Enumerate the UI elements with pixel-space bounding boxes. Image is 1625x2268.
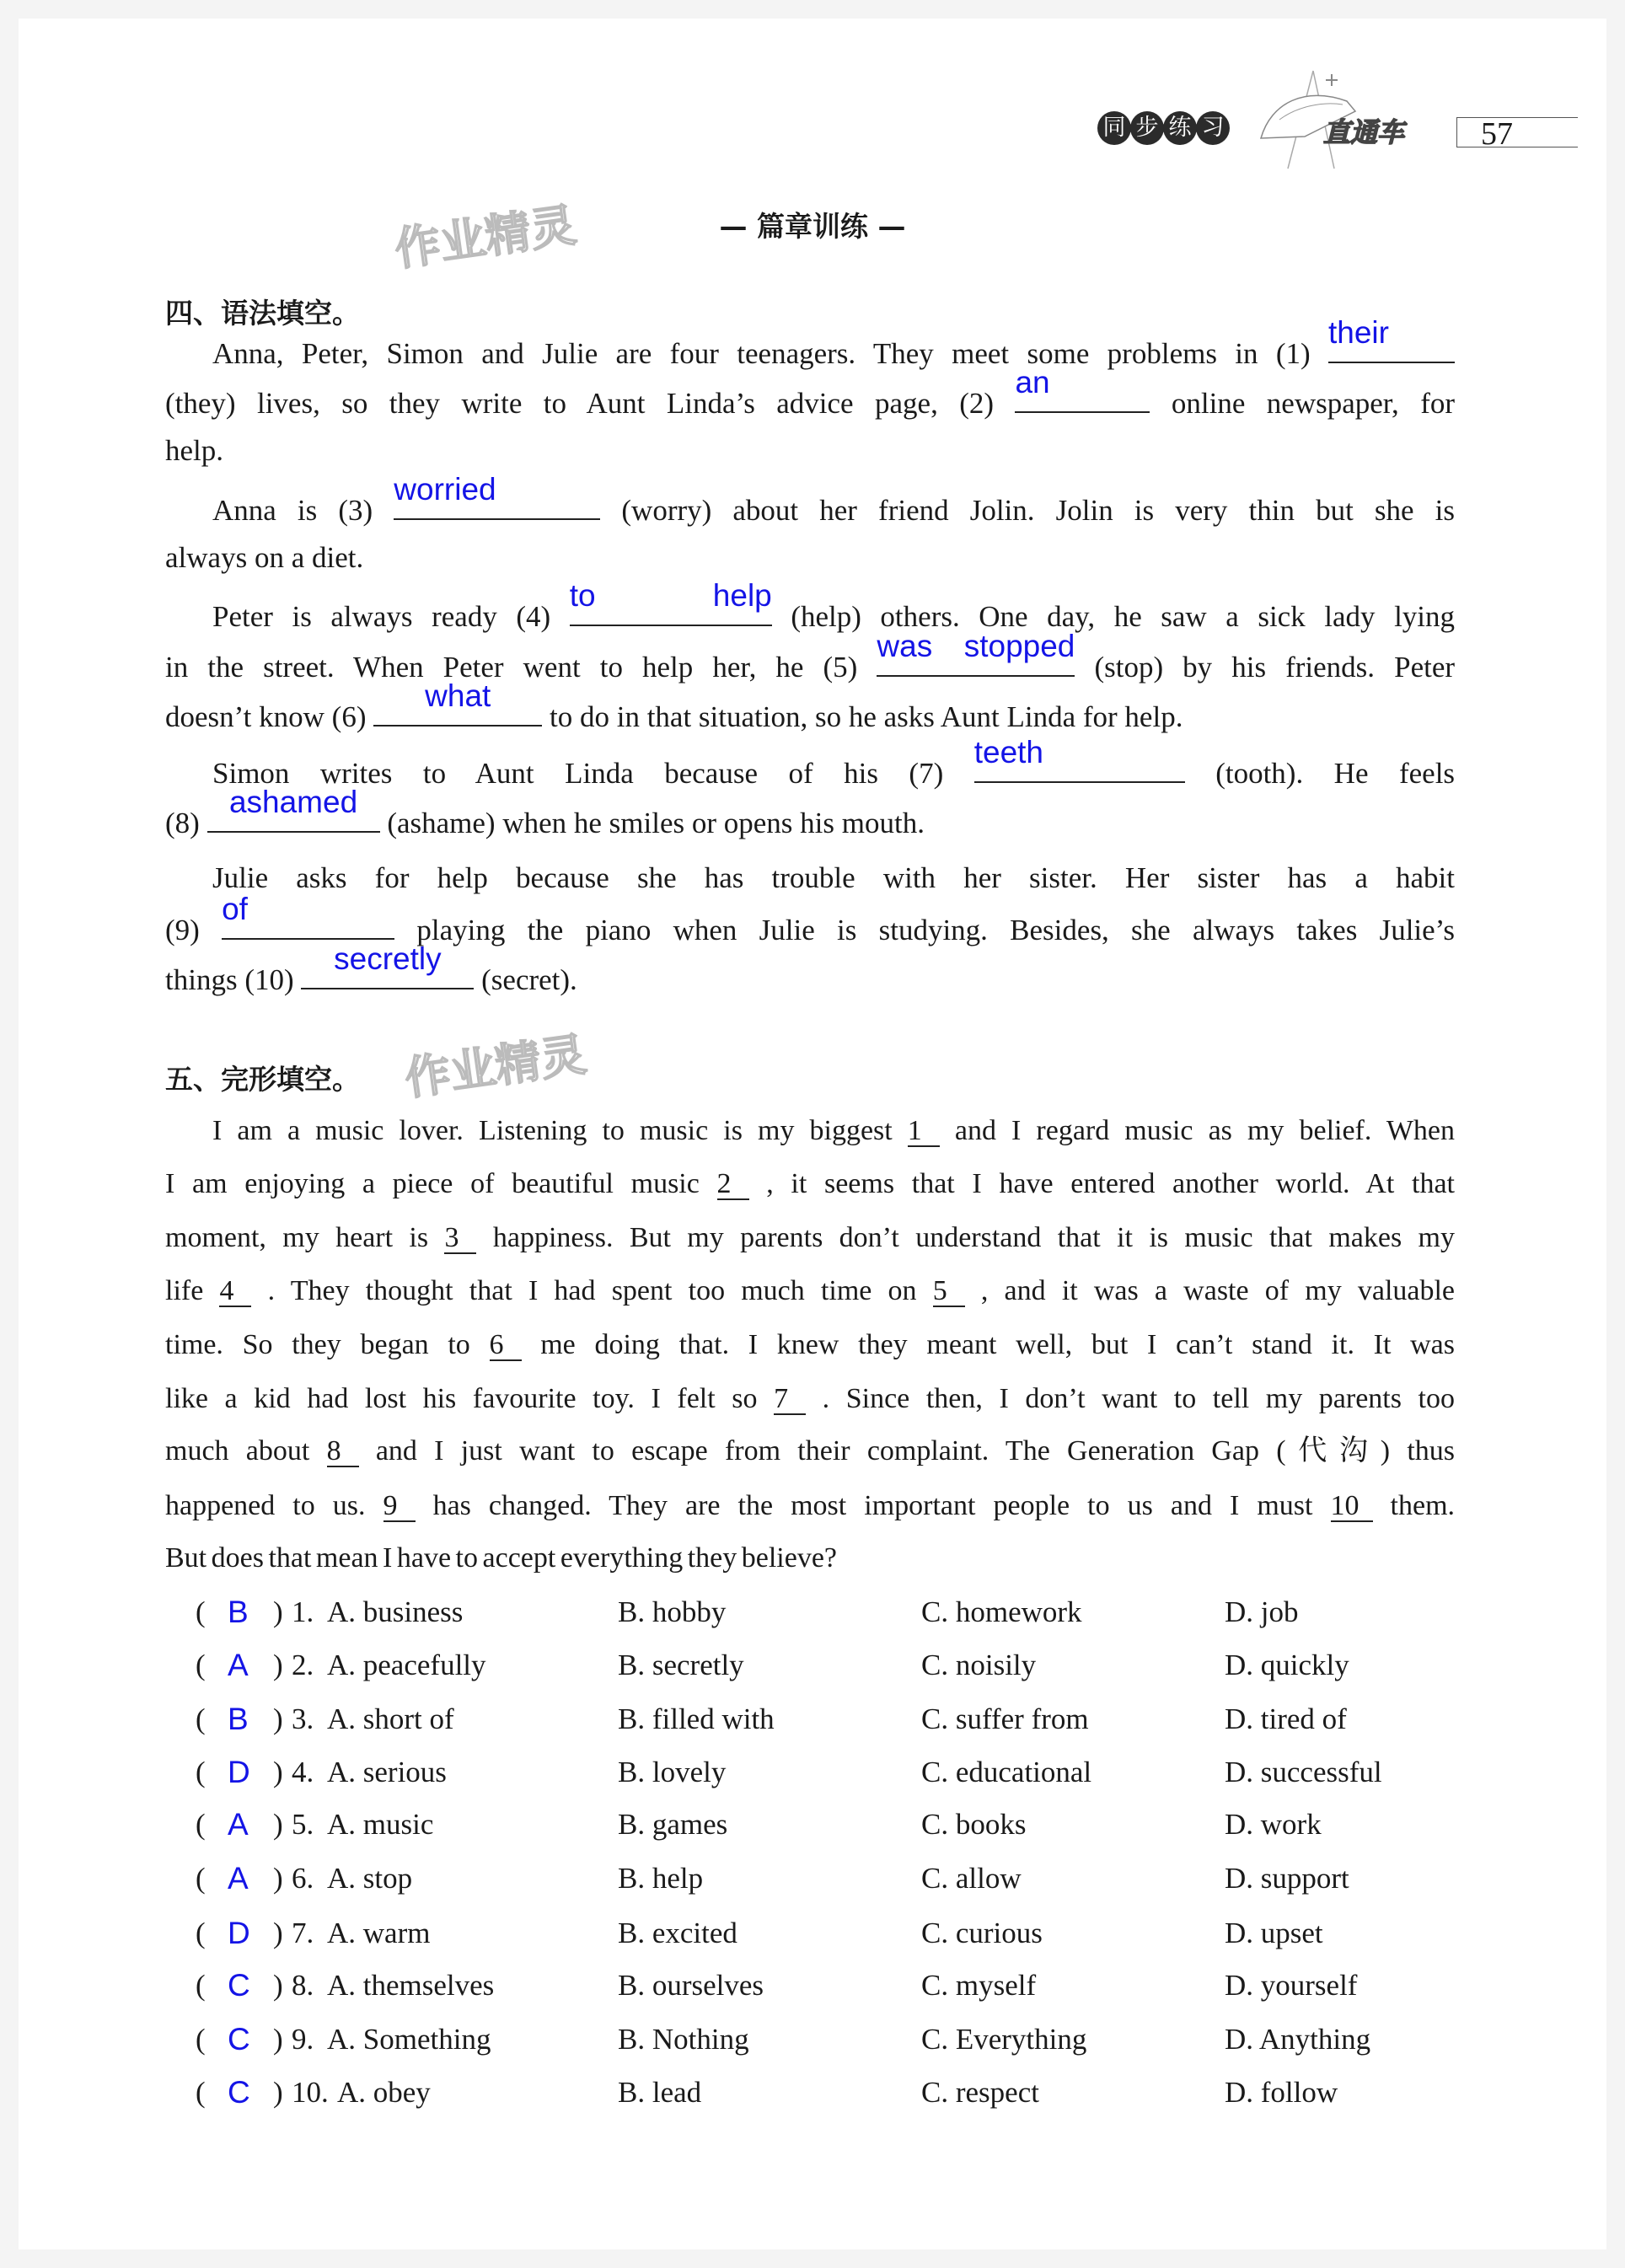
- option-c[interactable]: C. suffer from: [921, 1702, 1089, 1735]
- passage-text: and I regard music as my belief. When: [954, 1115, 1456, 1146]
- answer-choice[interactable]: D: [228, 1755, 250, 1789]
- option-d[interactable]: D. tired of: [1225, 1702, 1347, 1735]
- option-c[interactable]: C. Everything: [921, 2023, 1087, 2056]
- passage-line: [165, 1540, 1455, 1577]
- passage-text: me doing that. I knew they meant well, but I can’t stand it. It was: [540, 1329, 1455, 1360]
- paren-open: (: [196, 2076, 206, 2109]
- answer-choice[interactable]: A: [228, 1807, 249, 1842]
- paren-open: (: [196, 2023, 206, 2056]
- option-b[interactable]: B. lead: [618, 2076, 702, 2109]
- paren-close: ): [273, 1595, 283, 1628]
- passage-line: [165, 1220, 1455, 1257]
- paren-open: (: [196, 1969, 206, 2002]
- passage-line: [165, 1273, 1455, 1310]
- option-c[interactable]: C. respect: [921, 2076, 1039, 2109]
- answer-blank[interactable]: [301, 941, 474, 989]
- passage-line: [165, 678, 1455, 736]
- passage-line: [165, 785, 1455, 842]
- filled-answer: teeth: [973, 735, 1044, 769]
- question-number: 2.: [292, 1649, 314, 1681]
- passage-text: , it seems that I have entered another world. At that: [766, 1168, 1455, 1199]
- option-a[interactable]: A. peacefully: [327, 1649, 486, 1681]
- page-number: 57: [1456, 117, 1578, 147]
- passage-line: [165, 1488, 1455, 1525]
- answer-choice[interactable]: C: [228, 2075, 250, 2110]
- option-c[interactable]: C. curious: [921, 1917, 1043, 1949]
- passage-line: [212, 315, 1455, 373]
- passage-line: [165, 365, 1456, 422]
- badge-char: 习: [1196, 111, 1230, 145]
- option-b[interactable]: B. Nothing: [618, 2023, 749, 2056]
- option-d[interactable]: D. support: [1225, 1862, 1349, 1895]
- answer-blank[interactable]: [373, 678, 542, 727]
- option-a[interactable]: A. obey: [337, 2076, 431, 2109]
- passage-line: [165, 539, 1455, 576]
- blank-number: 7: [774, 1385, 806, 1415]
- passage-line: [212, 1113, 1455, 1150]
- logo-text: 直通车: [1323, 116, 1405, 148]
- passage-text: much about: [165, 1435, 327, 1466]
- blank-number: 10: [1331, 1492, 1373, 1522]
- filled-answer: to help: [569, 578, 772, 613]
- answer-blank[interactable]: [394, 472, 600, 520]
- passage-line: [212, 578, 1456, 635]
- question-number: 10.: [292, 2076, 329, 2109]
- passage-text: (ashame) when he smiles or opens his mouth.: [387, 807, 925, 839]
- paren-close: ): [273, 2076, 283, 2109]
- option-a[interactable]: A. warm: [327, 1917, 431, 1949]
- option-a[interactable]: A. business: [327, 1595, 464, 1628]
- option-d[interactable]: D. work: [1225, 1808, 1322, 1841]
- passage-text: (they) lives, so they write to Aunt Linda’s advice page, (2): [165, 387, 995, 420]
- passage-text: (9): [165, 914, 200, 946]
- passage-text: always on a diet.: [165, 541, 364, 574]
- passage-text: online newspaper, for: [1171, 387, 1456, 420]
- passage-text: But does that mean I have to accept everything they believe?: [165, 1542, 838, 1574]
- question-number: 7.: [292, 1917, 314, 1949]
- passage-text: like a kid had lost his favourite toy. I felt so: [165, 1383, 775, 1414]
- blank-number: 3: [444, 1224, 476, 1254]
- option-d[interactable]: D. yourself: [1225, 1969, 1358, 2002]
- option-c[interactable]: C. homework: [921, 1595, 1082, 1628]
- option-d[interactable]: D. follow: [1225, 2076, 1338, 2109]
- watermark: 作业精灵: [401, 1027, 590, 1106]
- option-b[interactable]: B. games: [618, 1808, 728, 1841]
- option-d[interactable]: D. Anything: [1225, 2023, 1371, 2056]
- passage-line: [212, 472, 1456, 529]
- passage-line: [165, 1166, 1455, 1203]
- badge-char: 步: [1130, 111, 1164, 145]
- question-number: 3.: [292, 1702, 314, 1735]
- blank-number: 2: [717, 1170, 749, 1200]
- option-b[interactable]: B. filled with: [618, 1702, 775, 1735]
- passage-line: [165, 1327, 1455, 1364]
- option-d[interactable]: D. quickly: [1225, 1649, 1349, 1681]
- passage-text: (worry) about her friend Jolin. Jolin is very thin but she is: [621, 494, 1456, 527]
- answer-choice[interactable]: B: [228, 1702, 249, 1736]
- passage-text: (help) others. One day, he saw a sick lady lying: [791, 600, 1456, 633]
- answer-blank[interactable]: [207, 785, 380, 833]
- answer-choice[interactable]: A: [228, 1648, 249, 1682]
- option-a[interactable]: A. themselves: [327, 1969, 495, 2002]
- passage-text: Julie asks for help because she has trouble with her sister. Her sister has a habit: [212, 861, 1455, 894]
- option-a[interactable]: A. stop: [327, 1862, 413, 1895]
- paren-open: (: [196, 1649, 206, 1681]
- paren-close: ): [273, 1649, 283, 1681]
- filled-answer: secretly: [334, 941, 442, 976]
- passage-line: [212, 860, 1455, 897]
- filled-answer: ashamed: [228, 785, 358, 819]
- passage-line: [165, 432, 1455, 469]
- paren-open: (: [196, 1595, 206, 1628]
- option-c[interactable]: C. noisily: [921, 1649, 1037, 1681]
- option-a[interactable]: A. short of: [327, 1702, 454, 1735]
- option-c[interactable]: C. educational: [921, 1756, 1092, 1788]
- option-c[interactable]: C. allow: [921, 1862, 1022, 1895]
- answer-blank[interactable]: [1015, 365, 1150, 413]
- blank-number: 9: [383, 1492, 416, 1522]
- passage-line: [165, 1433, 1455, 1470]
- option-b[interactable]: B. excited: [618, 1917, 737, 1949]
- paren-close: ): [273, 1702, 283, 1735]
- passage-text: I am enjoying a piece of beautiful music: [165, 1168, 717, 1199]
- option-b[interactable]: B. lovely: [618, 1756, 727, 1788]
- filled-answer: was stopped: [877, 629, 1075, 663]
- passage-text: happiness. But my parents don’t understand that it is music that makes my: [492, 1222, 1455, 1253]
- passage-text: Peter is always ready (4): [212, 600, 551, 633]
- option-a[interactable]: A. serious: [327, 1756, 447, 1788]
- passage-text: to do in that situation, so he asks Aunt Linda for help.: [550, 700, 1183, 733]
- blank-number: 5: [933, 1277, 965, 1307]
- option-d[interactable]: D. upset: [1225, 1917, 1323, 1949]
- passage-text: life: [165, 1275, 220, 1306]
- option-c[interactable]: C. books: [921, 1808, 1027, 1841]
- option-c[interactable]: C. myself: [921, 1969, 1037, 2002]
- passage-text: (secret).: [481, 963, 577, 996]
- question-number: 9.: [292, 2023, 314, 2056]
- passage-text: time. So they began to: [165, 1329, 490, 1360]
- answer-choice[interactable]: D: [228, 1916, 250, 1950]
- passage-text: Anna, Peter, Simon and Julie are four teenagers. They meet some problems in (1): [212, 337, 1311, 370]
- option-b[interactable]: B. hobby: [618, 1595, 727, 1628]
- option-a[interactable]: A. Something: [327, 2023, 491, 2056]
- paren-close: ): [273, 1756, 283, 1788]
- chapter-title: — 篇章训练 —: [719, 210, 906, 243]
- option-a[interactable]: A. music: [327, 1808, 434, 1841]
- option-b[interactable]: B. help: [618, 1862, 704, 1895]
- passage-text: moment, my heart is: [165, 1222, 445, 1253]
- passage-text: Simon writes to Aunt Linda because of his (7): [212, 757, 944, 790]
- passage-line: [212, 735, 1456, 792]
- question-number: 8.: [292, 1969, 314, 2002]
- passage-text: them.: [1390, 1490, 1456, 1521]
- option-d[interactable]: D. successful: [1225, 1756, 1382, 1788]
- option-d[interactable]: D. job: [1225, 1595, 1299, 1628]
- passage-text: , and it was a waste of my valuable: [980, 1275, 1456, 1306]
- paren-open: (: [196, 1917, 206, 1949]
- paren-open: (: [196, 1756, 206, 1788]
- passage-line: [165, 629, 1456, 686]
- sync-practice-badge: [1097, 111, 1229, 145]
- question-number: 5.: [292, 1808, 314, 1841]
- option-b[interactable]: B. secretly: [618, 1649, 744, 1681]
- filled-answer: worried: [394, 472, 496, 507]
- answer-blank[interactable]: [222, 892, 394, 940]
- paren-close: ): [273, 1917, 283, 1949]
- paren-open: (: [196, 1702, 206, 1735]
- passage-line: [165, 941, 1455, 999]
- answer-blank[interactable]: [973, 735, 1185, 783]
- option-b[interactable]: B. ourselves: [618, 1969, 764, 2002]
- answer-blank[interactable]: [569, 578, 772, 626]
- answer-choice[interactable]: B: [228, 1595, 249, 1629]
- paren-open: (: [196, 1862, 206, 1895]
- answer-choice[interactable]: C: [228, 2022, 250, 2056]
- train-logo: [1254, 69, 1423, 170]
- answer-blank[interactable]: [877, 629, 1075, 677]
- question-number: 4.: [292, 1756, 314, 1788]
- passage-text: has changed. They are the most important people to us and I must: [432, 1490, 1331, 1521]
- watermark: 作业精灵: [391, 198, 580, 276]
- passage-text: and I just want to escape from their complaint. The Generation Gap (代沟) thus: [375, 1435, 1455, 1466]
- grammar-heading: 四、语法填空。: [165, 297, 360, 330]
- badge-char: 同: [1097, 111, 1131, 145]
- passage-text: (tooth). He feels: [1215, 757, 1456, 790]
- passage-text: happened to us.: [165, 1490, 383, 1521]
- paren-open: (: [196, 1808, 206, 1841]
- passage-text: things (10): [165, 963, 294, 996]
- passage-text: Anna is (3): [212, 494, 373, 527]
- passage-text: playing the piano when Julie is studying. Besides, she always takes Julie’s: [416, 914, 1456, 946]
- answer-choice[interactable]: A: [228, 1861, 249, 1895]
- paren-close: ): [273, 2023, 283, 2056]
- filled-answer: an: [1015, 365, 1050, 399]
- cloze-heading: 五、完形填空。: [165, 1063, 360, 1096]
- paren-close: ): [273, 1969, 283, 2002]
- question-number: 6.: [292, 1862, 314, 1895]
- blank-number: 4: [219, 1277, 251, 1307]
- passage-text: doesn’t know (6): [165, 700, 367, 733]
- answer-blank[interactable]: [1328, 315, 1455, 363]
- answer-choice[interactable]: C: [228, 1968, 250, 2003]
- blank-number: 6: [490, 1331, 522, 1361]
- passage-text: I am a music lover. Listening to music is my biggest: [212, 1115, 908, 1146]
- passage-text: (stop) by his friends. Peter: [1094, 651, 1456, 684]
- passage-text: help.: [165, 434, 224, 467]
- filled-answer: what: [425, 678, 491, 713]
- passage-text: (8): [165, 807, 200, 839]
- passage-text: . Since then, I don’t want to tell my parents too: [822, 1383, 1456, 1414]
- passage-text: . They thought that I had spent too much time on: [267, 1275, 933, 1306]
- paren-close: ): [273, 1808, 283, 1841]
- blank-number: 1: [908, 1117, 940, 1147]
- passage-line: [165, 1381, 1455, 1418]
- question-number: 1.: [292, 1595, 314, 1628]
- badge-char: 练: [1163, 111, 1197, 145]
- blank-number: 8: [327, 1437, 359, 1467]
- filled-answer: their: [1328, 315, 1389, 350]
- passage-text: in the street. When Peter went to help her, he (5): [165, 651, 858, 684]
- filled-answer: of: [222, 892, 248, 926]
- paren-close: ): [273, 1862, 283, 1895]
